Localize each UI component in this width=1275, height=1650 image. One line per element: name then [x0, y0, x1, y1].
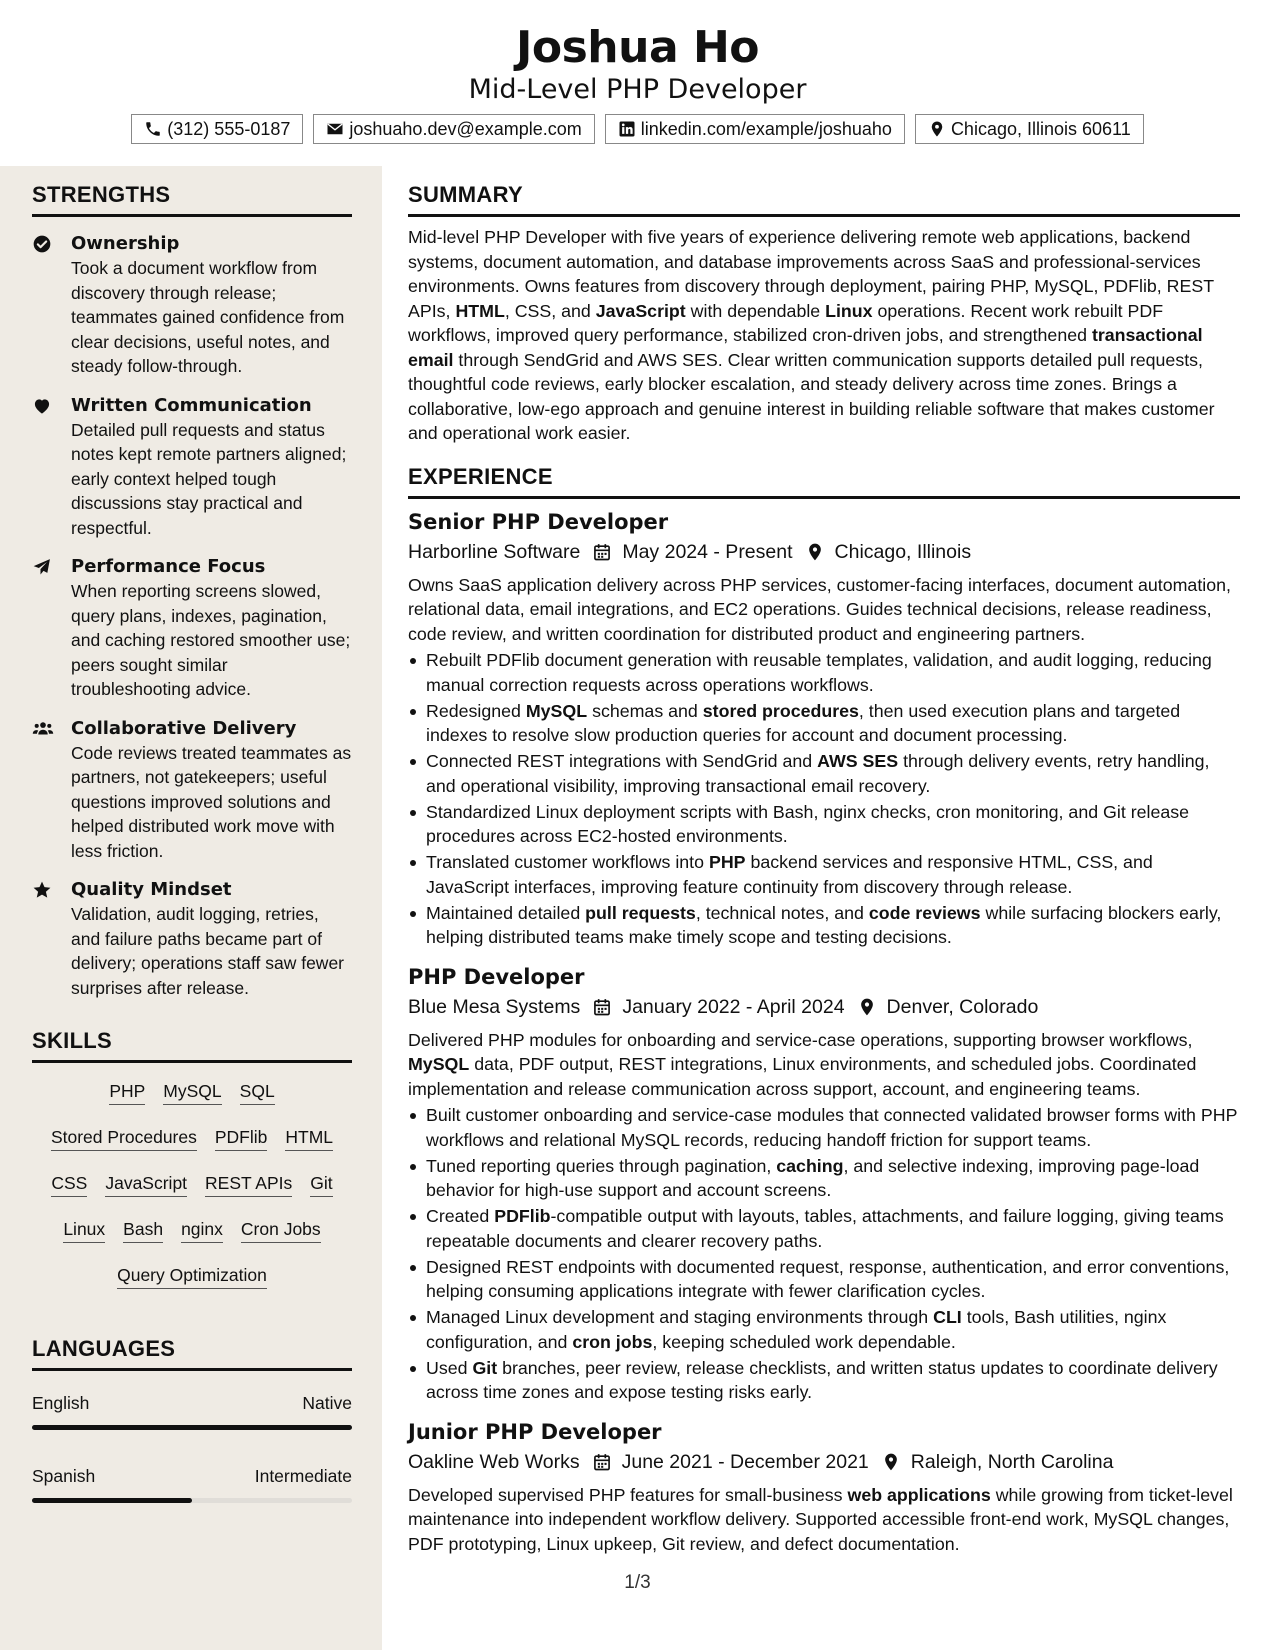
job-title: Senior PHP Developer [408, 509, 669, 534]
strength-title: Collaborative Delivery [71, 717, 297, 739]
location-icon [793, 542, 835, 562]
skills-heading: SKILLS [32, 1028, 352, 1063]
main-column [408, 166, 1240, 1556]
contact-text: (312) 555-0187 [167, 118, 291, 139]
bullet-item: Translated customer workflows into PHP backend services and responsive HTML, CSS, and JavaScript interfaces, improving feature continuity from discovery through release. [408, 850, 1240, 899]
languages-section [32, 1336, 352, 1503]
location-icon [845, 997, 887, 1017]
job-description: Owns SaaS application delivery across PHP services, customer-facing interfaces, document automation, relational data, email integrations, and EC2 operations. Guides technical decisions, release readiness, code review, and written coordination for distributed product and engineering partners. [408, 574, 1231, 644]
skill-tag: MySQL [163, 1079, 221, 1105]
job-title: PHP Developer [408, 964, 585, 989]
paper-plane-icon [32, 557, 54, 577]
strengths-heading: STRENGTHS [32, 182, 352, 217]
jobs-list [408, 507, 1240, 1557]
proficiency-fill [32, 1498, 192, 1503]
bullet-item: Maintained detailed pull requests, technical notes, and code reviews while surfacing blockers early, helping distributed teams make timely scope and testing decisions. [408, 901, 1240, 950]
skill-tag: Cron Jobs [241, 1217, 321, 1243]
job-entry [408, 507, 1240, 950]
proficiency-fill [32, 1425, 352, 1430]
language-name: English [32, 1393, 90, 1413]
skill-tag: Bash [123, 1217, 163, 1243]
job-entry [408, 962, 1240, 1405]
language-name: Spanish [32, 1466, 96, 1486]
strength-item [32, 231, 352, 379]
proficiency-bar [32, 1425, 352, 1430]
skill-tag: JavaScript [105, 1171, 187, 1197]
candidate-role: Mid-Level PHP Developer [468, 74, 807, 105]
skill-tag: SQL [240, 1079, 275, 1105]
resume-header [0, 0, 1275, 166]
summary-section [408, 182, 1240, 446]
job-dates: June 2021 - December 2021 [621, 1450, 869, 1473]
job-bullets [408, 1103, 1240, 1405]
strength-description: Code reviews treated teammates as partners, not gatekeepers; useful questions improved solutions and helped distributed work move with less friction. [71, 742, 352, 861]
language-level: Native [302, 1393, 352, 1413]
language-item [32, 1464, 352, 1503]
job-dates: May 2024 - Present [622, 540, 793, 563]
language-row [32, 1464, 352, 1488]
skill-tag: REST APIs [205, 1171, 292, 1197]
bullet-item: Managed Linux development and staging environments through CLI tools, Bash utilities, nginx configuration, and cron jobs, keeping scheduled work dependable. [408, 1305, 1240, 1354]
strengths-list [32, 231, 352, 1000]
skill-tag: Stored Procedures [51, 1125, 197, 1151]
bullet-item: Rebuilt PDFlib document generation with reusable templates, validation, and audit logging, reducing manual correction requests across operations workflows. [408, 648, 1240, 697]
job-entry [408, 1417, 1240, 1557]
experience-heading: EXPERIENCE [408, 464, 1240, 499]
job-description: Developed supervised PHP features for small-business web applications while growing from ticket-level maintenance into independent workflow delivery. Supported accessible front-end work, MySQL changes, PDF prototyping, Linux upkeep, Git review, and defect documentation. [408, 1484, 1233, 1554]
skill-tag: PDFlib [215, 1125, 268, 1151]
location-icon [928, 120, 946, 138]
strength-title: Written Communication [71, 394, 312, 416]
contact-item [915, 114, 1144, 144]
linkedin-icon [618, 120, 636, 138]
job-meta [408, 537, 1240, 567]
calendar-icon [580, 997, 622, 1017]
bullet-item: Redesigned MySQL schemas and stored procedures, then used execution plans and targeted indexes to resolve slow production queries for account and document processing. [408, 699, 1240, 748]
language-level: Intermediate [254, 1466, 352, 1486]
job-location: Raleigh, North Carolina [910, 1450, 1114, 1473]
company-name: Blue Mesa Systems [408, 995, 581, 1018]
bullet-item: Created PDFlib-compatible output with layouts, tables, attachments, and failure logging, giving teams repeatable documents and clearer recovery paths. [408, 1204, 1240, 1253]
job-dates: January 2022 - April 2024 [622, 995, 845, 1018]
languages-heading: LANGUAGES [32, 1336, 352, 1371]
summary-heading: SUMMARY [408, 182, 1240, 217]
skills-section [32, 1028, 352, 1289]
languages-list [32, 1391, 352, 1503]
proficiency-bar [32, 1498, 352, 1503]
job-meta [408, 992, 1240, 1022]
strength-description: Took a document workflow from discovery through release; teammates gained confidence from clear decisions, useful notes, and steady follow-through. [71, 258, 345, 376]
summary-text: Mid-level PHP Developer with five years of experience delivering remote web applications, backend systems, document automation, and database improvements across SaaS and professional-services environments. Owns features from discovery through deployment, pairing PHP, MySQL, PDFlib, REST APIs, HTML, CSS, and JavaScript with dependable Linux operations. Recent work rebuilt PDF workflows, improved query performance, stabilized cron-driven jobs, and strengthened transactional email through SendGrid and AWS SES. Clear written communication supports detailed pull requests, thoughtful code reviews, early blocker escalation, and steady delivery across time zones. Brings a collaborative, low-ego approach and genuine interest in building reliable software that makes customer and operational work easier. [408, 227, 1215, 443]
strength-description: When reporting screens slowed, query plans, indexes, pagination, and caching restored smoother use; peers sought similar troubleshooting advice. [71, 581, 351, 699]
page-number: 1/3 [624, 1572, 651, 1593]
contact-item[interactable] [313, 114, 594, 144]
contact-item[interactable] [605, 114, 905, 144]
skill-tag: nginx [181, 1217, 223, 1243]
company-name: Oakline Web Works [408, 1450, 580, 1473]
strength-description: Detailed pull requests and status notes kept remote partners aligned; early context helped tough discussions stay practical and respectful. [71, 419, 347, 538]
skills-list [32, 1079, 352, 1289]
contact-text: Chicago, Illinois 60611 [950, 118, 1131, 139]
strength-item [32, 554, 352, 702]
job-description: Delivered PHP modules for onboarding and service-case operations, supporting browser workflows, MySQL data, PDF output, REST integrations, Linux environments, and scheduled jobs. Coordinated implementation and release communication across support, account, and engineering teams. [408, 1029, 1197, 1099]
strength-title: Performance Focus [71, 556, 266, 577]
heart-icon [32, 396, 54, 416]
skill-tag: HTML [285, 1125, 333, 1151]
bullet-item: Tuned reporting queries through pagination, caching, and selective indexing, improving page-load behavior for high-use support and account screens. [408, 1154, 1240, 1203]
candidate-name: Joshua Ho [516, 22, 759, 73]
strength-item [32, 877, 352, 1000]
bullet-item: Built customer onboarding and service-case modules that connected validated browser forms with PHP workflows and relational MySQL records, reducing handoff friction for support teams. [408, 1103, 1240, 1152]
bullet-item: Used Git branches, peer review, release checklists, and written status updates to coordinate delivery across time zones and expose testing risks early. [408, 1356, 1240, 1405]
sidebar [0, 166, 382, 1650]
star-icon [32, 880, 54, 900]
contact-text: linkedin.com/example/joshuaho [640, 118, 892, 139]
job-location: Denver, Colorado [886, 995, 1039, 1018]
job-title: Junior PHP Developer [408, 1419, 662, 1444]
skill-tag: Query Optimization [117, 1263, 267, 1289]
strength-title: Quality Mindset [71, 879, 232, 900]
experience-section [408, 464, 1240, 1557]
strength-title: Ownership [71, 233, 180, 254]
location-icon [869, 1452, 911, 1472]
job-location: Chicago, Illinois [834, 540, 972, 563]
skill-tag: CSS [51, 1171, 87, 1197]
users-icon [32, 719, 54, 739]
company-name: Harborline Software [408, 540, 581, 563]
skill-tag: Git [310, 1171, 332, 1197]
check-circle-icon [32, 234, 54, 254]
strengths-section [32, 182, 352, 1000]
contact-text: joshuaho.dev@example.com [349, 118, 582, 139]
calendar-icon [580, 542, 622, 562]
bullet-item: Standardized Linux deployment scripts with Bash, nginx checks, cron monitoring, and Git release procedures across EC2-hosted environments. [408, 800, 1240, 849]
calendar-icon [580, 1452, 622, 1472]
strength-item [32, 716, 352, 864]
phone-icon [144, 120, 162, 138]
contact-bar [0, 114, 1275, 144]
language-item [32, 1391, 352, 1430]
job-meta [408, 1447, 1240, 1477]
job-bullets [408, 648, 1240, 950]
bullet-item: Designed REST endpoints with documented request, response, authentication, and error conventions, helping consuming applications integrate with fewer clarification cycles. [408, 1255, 1240, 1304]
language-row [32, 1391, 352, 1415]
email-icon [326, 120, 344, 138]
bullet-item: Connected REST integrations with SendGrid and AWS SES through delivery events, retry handling, and operational visibility, improving transactional email recovery. [408, 749, 1240, 798]
strength-description: Validation, audit logging, retries, and failure paths became part of delivery; operations staff saw fewer surprises after release. [71, 904, 345, 998]
skill-tag: PHP [109, 1079, 145, 1105]
strength-item [32, 393, 352, 541]
contact-item[interactable] [131, 114, 303, 144]
skill-tag: Linux [63, 1217, 105, 1243]
